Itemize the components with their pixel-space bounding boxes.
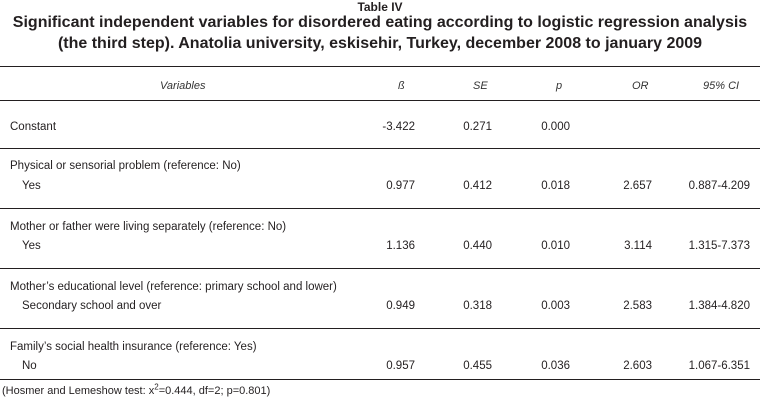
row-p: 0.003 bbox=[541, 300, 570, 312]
row-se: 0.412 bbox=[463, 180, 492, 192]
row-divider bbox=[0, 148, 760, 149]
row-se: 0.455 bbox=[463, 360, 492, 372]
row-beta: 0.977 bbox=[386, 180, 415, 192]
row-p: 0.010 bbox=[541, 240, 570, 252]
header-or: OR bbox=[632, 80, 649, 92]
row-se: 0.318 bbox=[463, 300, 492, 312]
header-rule bbox=[0, 100, 760, 101]
group-label: Family’s social health insurance (reference: Yes) bbox=[10, 341, 257, 353]
table-caption-line1: Significant independent variables for disordered eating according to logistic regression analysis bbox=[12, 14, 748, 31]
row-or: 2.657 bbox=[623, 180, 652, 192]
row-beta: 1.136 bbox=[386, 240, 415, 252]
row-label: Constant bbox=[10, 121, 57, 133]
row-beta: -3.422 bbox=[382, 121, 415, 133]
row-ci: 1.384-4.820 bbox=[688, 300, 750, 312]
header-variables: Variables bbox=[160, 80, 206, 92]
row-label: Secondary school and over bbox=[22, 300, 162, 312]
row-divider bbox=[0, 328, 760, 329]
group-label: Mother’s educational level (reference: primary school and lower) bbox=[10, 281, 337, 293]
footnote-superscript: 2 bbox=[154, 382, 159, 392]
row-or: 3.114 bbox=[624, 240, 652, 252]
row-divider bbox=[0, 268, 760, 269]
header-p: p bbox=[556, 80, 563, 92]
header-se: SE bbox=[473, 80, 488, 92]
row-label: Yes bbox=[22, 180, 41, 192]
header-beta: ß bbox=[398, 80, 405, 92]
row-ci: 0.887-4.209 bbox=[688, 180, 750, 192]
row-p: 0.000 bbox=[541, 121, 570, 133]
row-or: 2.603 bbox=[623, 360, 652, 372]
row-p: 0.018 bbox=[541, 180, 570, 192]
bottom-rule bbox=[0, 379, 760, 380]
row-ci: 1.067-6.351 bbox=[688, 360, 750, 372]
group-label: Mother or father were living separately (reference: No) bbox=[10, 221, 287, 233]
row-beta: 0.957 bbox=[386, 360, 415, 372]
row-label: No bbox=[22, 360, 37, 372]
top-rule bbox=[0, 66, 760, 67]
row-beta: 0.949 bbox=[386, 300, 415, 312]
table-label: Table IV bbox=[357, 0, 403, 14]
footnote bbox=[2, 382, 271, 397]
table-caption-line2: (the third step). Anatolia university, eskisehir, Turkey, december 2008 to january 2009 bbox=[57, 35, 703, 52]
row-label: Yes bbox=[22, 240, 41, 252]
row-divider bbox=[0, 208, 760, 209]
row-se: 0.271 bbox=[463, 121, 492, 133]
footnote-text-pre: (Hosmer and Lemeshow test: x bbox=[2, 385, 155, 397]
row-ci: 1.315-7.373 bbox=[688, 240, 750, 252]
group-label: Physical or sensorial problem (reference: No) bbox=[10, 160, 241, 172]
header-ci: 95% CI bbox=[703, 80, 740, 92]
footnote-text-post: =0.444, df=2; p=0.801) bbox=[158, 385, 271, 397]
row-se: 0.440 bbox=[463, 240, 492, 252]
row-or: 2.583 bbox=[623, 300, 652, 312]
row-p: 0.036 bbox=[541, 360, 570, 372]
